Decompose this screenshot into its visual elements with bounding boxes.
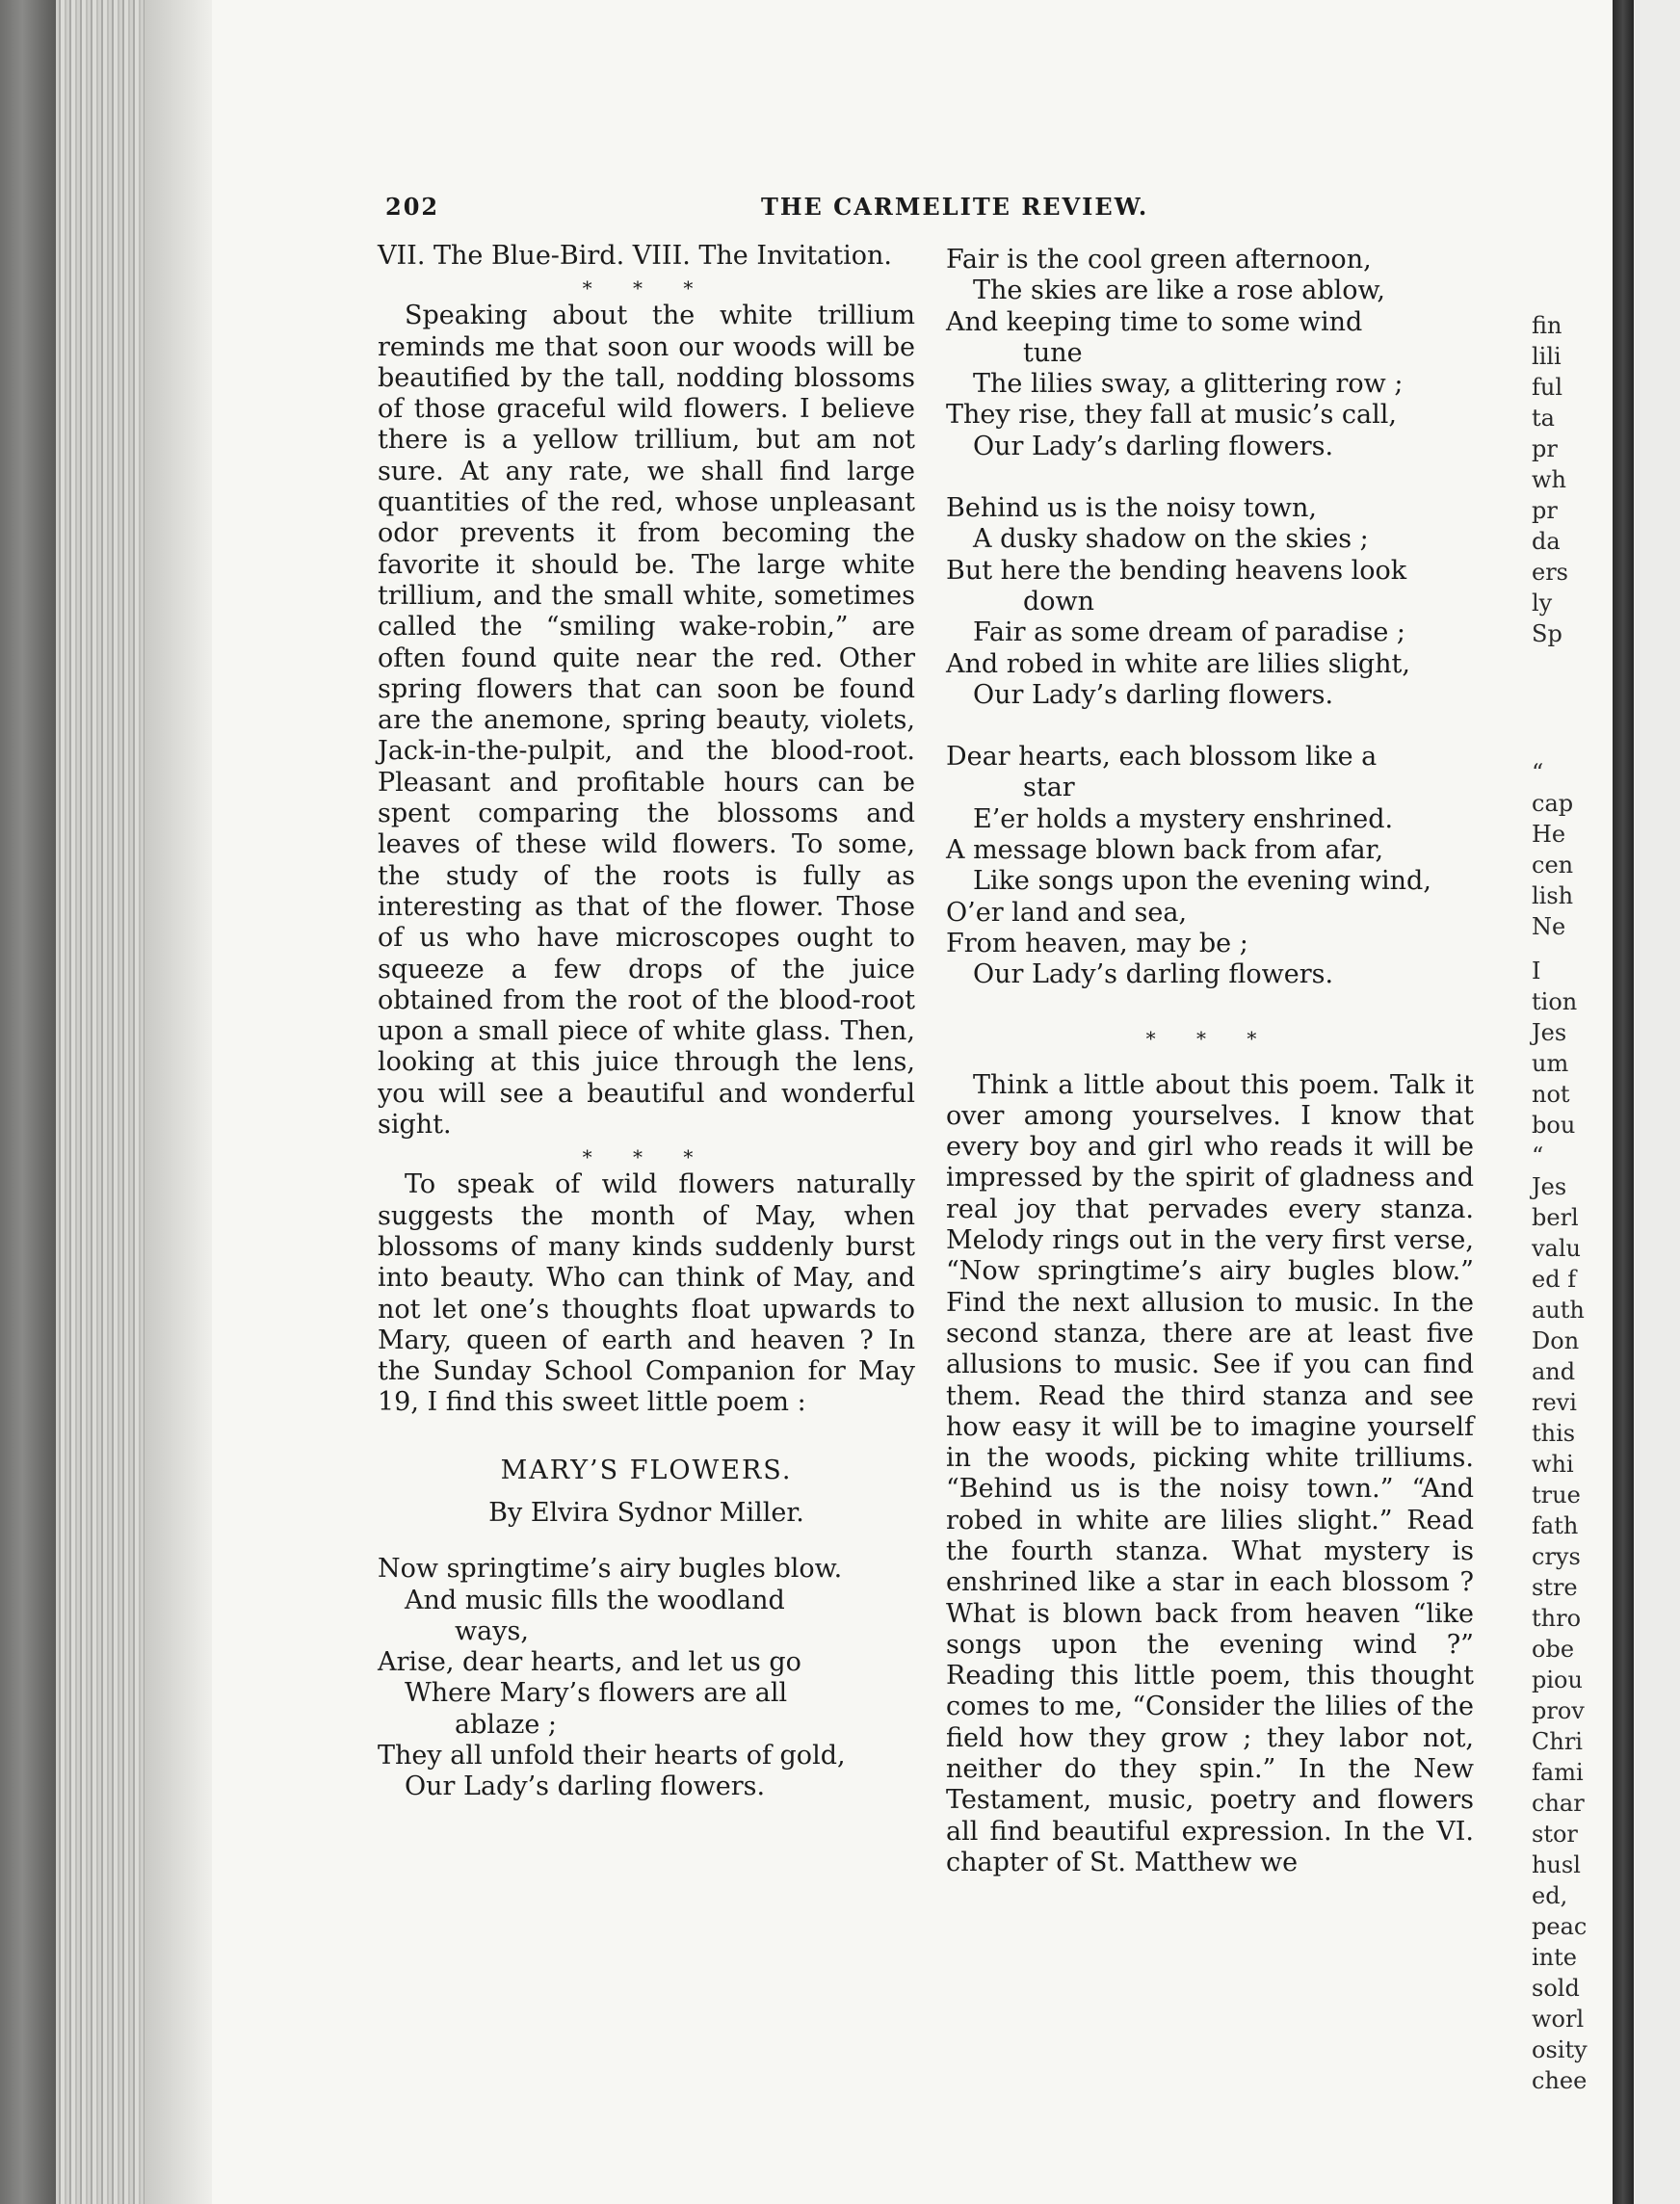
facing-page-edge [1634, 0, 1680, 2204]
intro-line: VII. The Blue-Bird. VIII. The Invitation. [378, 241, 892, 271]
facing-column-fragment: cen [1532, 852, 1574, 879]
facing-column-fragment: pr [1532, 497, 1558, 524]
poem-line: Arise, dear hearts, and let us go [378, 1647, 801, 1678]
book-gutter [1613, 0, 1634, 2204]
section-separator: * * * [582, 1145, 711, 1169]
facing-column-fragment: fami [1532, 1759, 1584, 1786]
poem-line: Our Lady’s darling flowers. [973, 431, 1334, 461]
poem-line: Our Lady’s darling flowers. [973, 679, 1334, 710]
poem-line: tune [1023, 337, 1083, 368]
poem-line: A message blown back from afar, [946, 835, 1384, 866]
paragraph-discussion: Think a little about this poem. Talk it over among yourselves. I know that every boy and girl who reads it will be impressed by the spirit of gladness and real joy that pervades every stanza. Melody rings out in the very first verse, “Now springtime’s airy bugles blow.” Find the next allusion to music. In the second stanza, there are at least five allusions to music. See if you can find them. Read the third stanza and see how easy it will be to imagine yourself in the woods, picking white trilliums. “Behind us is the noisy town.” “And robed in white are lilies slight.” Read the fourth stanza. What mystery is enshrined like a star in each blossom ? What is blown back from heaven “like songs upon the evening wind ?” Reading this little poem, this thought comes to me, “Consider the lilies of the field how they grow ; they labor not, neither do they spin.” In the New Testament, music, poetry and flowers all find beautiful expression. In the VI. chapter of St. Matthew we [946, 1069, 1474, 1877]
facing-column-fragment: valu [1532, 1235, 1581, 1262]
facing-column-fragment: lili [1532, 343, 1562, 370]
facing-column-fragment: thro [1532, 1605, 1582, 1632]
facing-column-fragment: um [1532, 1050, 1569, 1077]
facing-column-fragment: piou [1532, 1666, 1583, 1693]
poem-stanza-4 [946, 742, 1474, 990]
facing-column-fragment: not [1532, 1081, 1570, 1108]
facing-column-fragment: revi [1532, 1389, 1577, 1416]
facing-column-block-4 [1532, 1141, 1588, 2096]
facing-column-fragment: Jes [1532, 1173, 1567, 1200]
facing-column-fragment: cap [1532, 790, 1574, 817]
facing-column-fragment: berl [1532, 1204, 1579, 1231]
poem-line: A dusky shadow on the skies ; [973, 524, 1369, 555]
facing-column-block-2 [1532, 757, 1574, 942]
poem-line: And keeping time to some wind [946, 306, 1363, 337]
poem-line: Like songs upon the evening wind, [973, 866, 1431, 897]
poem-line: The lilies sway, a glittering row ; [973, 369, 1404, 400]
facing-column-fragment: Chri [1532, 1728, 1583, 1755]
facing-column-fragment: “ [1532, 759, 1544, 786]
poem-line: Fair is the cool green afternoon, [946, 245, 1372, 275]
facing-column-fragment: fath [1532, 1512, 1579, 1539]
poem-line: down [1023, 586, 1095, 617]
paragraph-trillium: Speaking about the white trillium reminds me that soon our woods will be beautified by the tall, nodding blossoms of those graceful wild flowers. I believe there is a yellow trillium, but am not sure. At any rate, we shall find large quantities of the red, whose unpleasant odor prevents it from becoming the favorite it should be. The large white trillium, and the small white, sometimes called the “smiling wake-robin,” are often found quite near the red. Other spring flowers that can soon be found are the anemone, spring beauty, violets, Jack-in-the-pulpit, and the blood-root. Pleasant and profitable hours can be spent comparing the blossoms and leaves of these wild flowers. To some, the study of the roots is fully as interesting as that of the flower. Those of us who have microscopes ought to squeeze a few drops of the juice obtained from the root of the blood-root upon a small piece of white glass. Then, looking at this juice through the lens, you will see a beautiful and wonderful sight. [378, 301, 915, 1141]
column-right [946, 245, 1474, 1878]
facing-column-fragment: Don [1532, 1327, 1580, 1354]
poem-stanza-1 [378, 1554, 915, 1802]
facing-column-fragment: fin [1532, 312, 1562, 339]
facing-column-fragment: tion [1532, 988, 1578, 1015]
facing-column-fragment: peac [1532, 1913, 1588, 1940]
poem-line: ways, [455, 1615, 529, 1646]
poem-line: They rise, they fall at music’s call, [946, 400, 1397, 431]
facing-column-fragment: stor [1532, 1821, 1578, 1848]
facing-column-fragment: osity [1532, 2036, 1588, 2063]
facing-column-fragment: and [1532, 1358, 1576, 1385]
poem-line: The skies are like a rose ablow, [973, 276, 1386, 306]
facing-column-fragment: ta [1532, 405, 1555, 432]
facing-column-fragment: He [1532, 821, 1566, 848]
poem-line: But here the bending heavens look [946, 555, 1407, 586]
facing-column-fragment: char [1532, 1790, 1585, 1817]
stacked-page-edges [56, 0, 144, 2204]
facing-column-fragment: stre [1532, 1574, 1578, 1601]
poem-line: Dear hearts, each blossom like a [946, 742, 1378, 773]
poem-line: And music fills the woodland [405, 1585, 785, 1615]
page-shadow [144, 0, 212, 2204]
facing-column-fragment: “ [1532, 1142, 1544, 1169]
poem-author: By Elvira Sydnor Miller. [488, 1497, 804, 1528]
facing-column-block-3 [1532, 956, 1578, 1141]
facing-column-fragment: inte [1532, 1944, 1577, 1971]
facing-column-fragment: chee [1532, 2067, 1588, 2094]
facing-column-fragment: prov [1532, 1697, 1585, 1724]
facing-column-fragment: pr [1532, 435, 1558, 462]
poem-line: Our Lady’s darling flowers. [405, 1771, 766, 1802]
poem-line: O’er land and sea, [946, 897, 1188, 928]
poem-line: From heaven, may be ; [946, 928, 1248, 958]
facing-column-fragment: Sp [1532, 620, 1562, 647]
poem-stanza-2 [946, 245, 1474, 462]
facing-column-fragment: lish [1532, 882, 1574, 909]
poem-line: ablaze ; [455, 1709, 557, 1740]
poem-title: MARY’S FLOWERS. [500, 1455, 793, 1485]
poem-line: Fair as some dream of paradise ; [973, 617, 1406, 648]
poem-line: They all unfold their hearts of gold, [378, 1741, 846, 1771]
facing-column-fragment: wh [1532, 466, 1566, 493]
section-separator: * * * [1145, 1026, 1274, 1050]
facing-column-fragment: obe [1532, 1636, 1575, 1663]
facing-column-fragment: Jes [1532, 1019, 1567, 1046]
poem-line: E’er holds a mystery enshrined. [973, 803, 1394, 834]
poem-line: Our Lady’s darling flowers. [973, 959, 1334, 990]
facing-column-fragment: true [1532, 1482, 1581, 1509]
facing-column-fragment: da [1532, 528, 1561, 555]
facing-column-fragment: sold [1532, 1975, 1580, 2002]
facing-column-fragment: auth [1532, 1297, 1585, 1324]
page-number: 202 [385, 193, 440, 221]
facing-column-fragment: ed, [1532, 1882, 1568, 1909]
facing-column-block-1 [1532, 310, 1568, 649]
paragraph-may: To speak of wild flowers naturally suggests the month of May, when blossoms of many kinds suddenly burst into beauty. Who can think of May, and not let one’s thoughts float upwards to Mary, queen of earth and heaven ? In the Sunday School Companion for May 19, I find this sweet little poem : [378, 1169, 915, 1418]
poem-stanza-3 [946, 493, 1474, 711]
facing-column-fragment: ly [1532, 590, 1553, 617]
facing-column-fragment: bou [1532, 1112, 1576, 1139]
facing-column-fragment: ers [1532, 559, 1568, 586]
facing-column-fragment: I [1532, 958, 1541, 984]
facing-column-fragment: whi [1532, 1451, 1574, 1478]
poem-line: Where Mary’s flowers are all [405, 1678, 788, 1709]
column-left [378, 241, 915, 1834]
facing-column-fragment: husl [1532, 1851, 1581, 1878]
facing-column-fragment: Ne [1532, 913, 1566, 940]
facing-column-fragment: ful [1532, 374, 1563, 401]
section-separator: * * * [582, 276, 711, 301]
facing-column-fragment: this [1532, 1420, 1576, 1447]
facing-column-fragment: crys [1532, 1543, 1581, 1570]
poem-line: Behind us is the noisy town, [946, 493, 1317, 524]
journal-title: THE CARMELITE REVIEW. [761, 193, 1149, 221]
poem-line: Now springtime’s airy bugles blow. [378, 1554, 843, 1585]
facing-column-fragment: ed f [1532, 1266, 1577, 1293]
poem-line: star [1023, 773, 1075, 803]
facing-column-fragment: worl [1532, 2006, 1585, 2033]
book-cover-edge [0, 0, 56, 2204]
poem-line: And robed in white are lilies slight, [946, 648, 1410, 679]
